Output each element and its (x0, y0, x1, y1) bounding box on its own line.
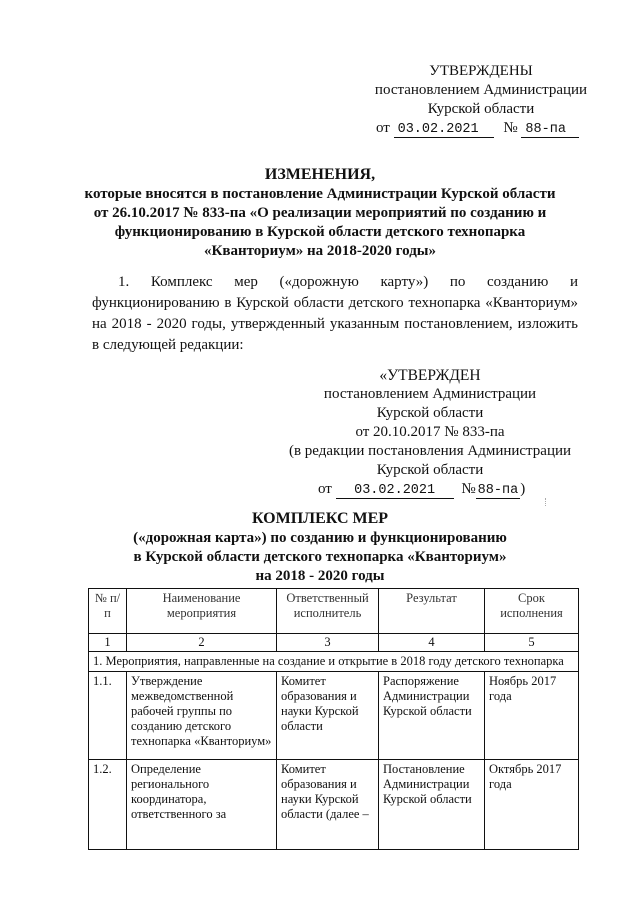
row-name: Определение регионального координатора, ответственного за (127, 760, 277, 850)
plan-table (88, 588, 579, 850)
heading-line: функционированию в Курской области детского технопарка (114, 224, 526, 240)
approval2-title: «УТВЕРЖДЕН (379, 367, 481, 384)
approval-line: Курской области (427, 101, 535, 117)
date-prefix: от (318, 481, 332, 497)
approval-line: постановлением Администрации (374, 82, 588, 98)
header-cell: Результат (379, 589, 485, 634)
approval2-number: 88-па (477, 483, 519, 498)
approval2-line: Курской области (376, 405, 484, 421)
row-executor: Комитет образования и науки Курской области (далее – (277, 760, 379, 850)
row-result: Распоряжение Администрации Курской области (379, 672, 485, 760)
header-cell: Наименование мероприятия (127, 589, 277, 634)
approval2-date-row (318, 480, 525, 499)
row-executor: Комитет образования и науки Курской области (277, 672, 379, 760)
date-prefix: от (376, 120, 390, 136)
column-number: 3 (277, 634, 379, 652)
approval2-line: (в редакции постановления Администрации (288, 443, 572, 459)
table-section-row (89, 652, 579, 672)
approval2-date: 03.02.2021 (336, 483, 454, 499)
body-paragraph: 1. Комплекс мер («дорожную карту») по созданию и функционированию в Курской области детского технопарка «Кванториум» на 2018 - 2020 годы, утвержденный указанным постановлением, изложить в следующей редакции: (92, 274, 578, 353)
approval2-line: постановлением Администрации (323, 386, 537, 402)
approval2-line: Курской области (376, 462, 484, 478)
approval-date: 03.02.2021 (394, 122, 494, 138)
approval2-closing: ) (520, 481, 526, 497)
header-cell: Ответственный исполнитель (277, 589, 379, 634)
approval-date-row (376, 119, 579, 138)
table-row (89, 760, 579, 850)
row-deadline: Октябрь 2017 года (485, 760, 579, 850)
column-number: 5 (485, 634, 579, 652)
plan-title-line: в Курской области детского технопарка «Кванториум» (133, 549, 507, 565)
table-column-numbers (89, 634, 579, 652)
header-cell: Срок исполнения (485, 589, 579, 634)
column-number: 2 (127, 634, 277, 652)
approval-title: УТВЕРЖДЕНЫ (429, 63, 533, 79)
row-deadline: Ноябрь 2017 года (485, 672, 579, 760)
heading-line: от 26.10.2017 № 833-па «О реализации мероприятий по созданию и (93, 205, 547, 221)
row-name: Утверждение межведомственной рабочей группы по созданию детского технопарка «Кванториум» (127, 672, 277, 760)
row-number: 1.1. (89, 672, 127, 760)
row-number: 1.2. (89, 760, 127, 850)
number-prefix: № (461, 481, 476, 497)
plan-title-line: («дорожная карта») по созданию и функционированию (133, 530, 507, 546)
section-cell: 1. Мероприятия, направленные на создание и открытие в 2018 году детского технопарка (89, 652, 579, 672)
scan-mark (545, 498, 548, 506)
heading-title: ИЗМЕНЕНИЯ, (264, 166, 376, 183)
plan-title: КОМПЛЕКС МЕР (251, 510, 389, 527)
row-result: Постановление Администрации Курской области (379, 760, 485, 850)
header-cell: № п/п (89, 589, 127, 634)
plan-title-line: на 2018 - 2020 годы (255, 568, 385, 584)
column-number: 1 (89, 634, 127, 652)
column-number: 4 (379, 634, 485, 652)
approval2-line: от 20.10.2017 № 833-па (355, 424, 505, 440)
heading-line: «Кванториум» на 2018-2020 годы» (204, 243, 436, 259)
table-row (89, 672, 579, 760)
approval-number: 88-па (521, 122, 579, 138)
table-header-row (89, 589, 579, 634)
number-prefix: № (503, 120, 518, 136)
heading-line: которые вносятся в постановление Администрации Курской области (84, 186, 556, 202)
